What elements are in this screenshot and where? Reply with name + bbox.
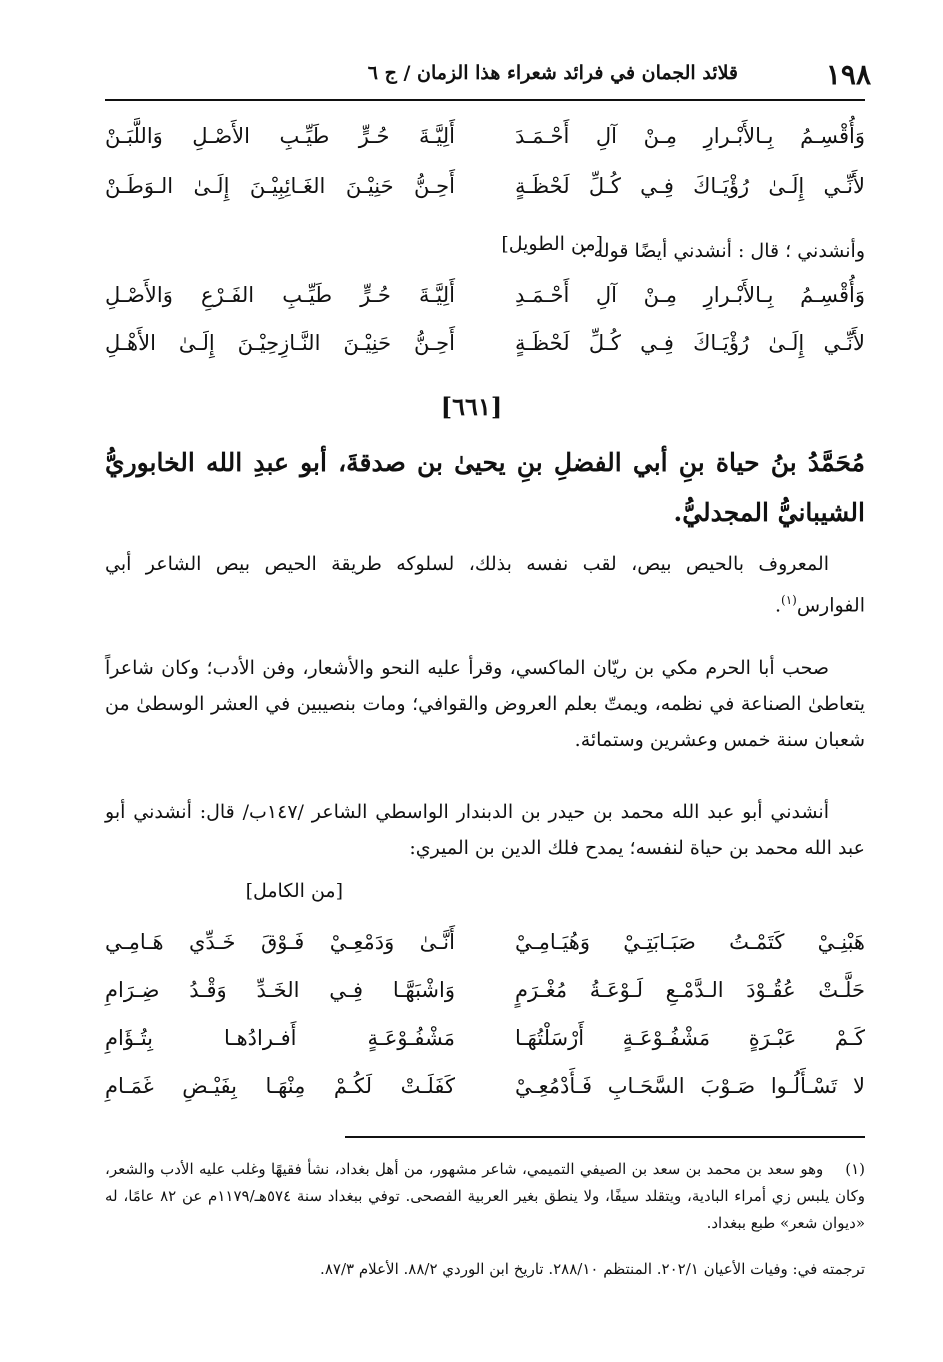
verse-second-hemistich: أَحِـنُّ حَنِيْـنَ الغَـائِبِيْـنَ إِلَـىٰ الـوَطَـنْ bbox=[105, 174, 455, 198]
verse-first-hemistich: لأَنِّـي إِلَـىٰ رُؤْيَـاكَ فِـي كُـلِّ لَحْظَـةٍ bbox=[515, 331, 865, 355]
footnote-references: ترجمته في: وفيات الأعيان ٢٠٢/١. المنتظم ٢٨٨/١٠. تاريخ ابن الوردي ٨٨/٢. الأعلام ٨٧/٣. bbox=[320, 1260, 865, 1278]
poem2-verse-2 bbox=[105, 331, 865, 383]
verse-second-hemistich: أَلِيَّـةَ حُـرٍّ طَيِّـبِ الأَصْـلِ وَاللَّبَـنْ bbox=[105, 124, 455, 148]
poem3-verse-1 bbox=[105, 930, 865, 982]
poem3-verse-3 bbox=[105, 1026, 865, 1078]
verse-first-hemistich: كَـمْ عَبْـرَةٍ مَشْفُـوْعَـةٍ أَرْسَلْتُهَـا bbox=[515, 1026, 865, 1050]
verse-second-hemistich: أَنَّـىٰ وَدَمْعِـيْ فَـوْقَ خَـدِّي هَـامِـي bbox=[105, 930, 455, 954]
verse-first-hemistich: هَبْنِـيْ كَتَمْـتُ صَبَـابَتِـيْ وَهُيَـامِـيْ bbox=[515, 930, 865, 954]
poem3-meter: [من الكامل] bbox=[245, 880, 343, 902]
verse-first-hemistich: وَأُقْسِـمُ بِـالأَبْـرارِ مِـنْ آلِ أَحْـمَـدِ bbox=[515, 283, 865, 307]
footnote-text: وهو سعد بن محمد بن سعد بن الصيفي التميمي، شاعر مشهور، من أهل بغداد، نشأ فقيهًا وغلب عليه الأدب والشعر، وكان يلبس زي أمراء البادية، ويتقلد سيفًا، ولا ينطق بغير العربية الفصحى. توفي ببغداد سنة ٥٧٤هـ/١١٧٩م عن ٨٢ عامًا، له «ديوان شعر» طبع ببغداد. bbox=[105, 1160, 865, 1232]
footnote-1 bbox=[105, 1156, 865, 1237]
poem3-verse-2 bbox=[105, 978, 865, 1030]
page-number: ١٩٨ bbox=[825, 58, 871, 91]
paragraph-3: أنشدني أبو عبد الله محمد بن حيدر بن الدبندار الواسطي الشاعر /١٤٧ب/ قال: أنشدني أبو عبد الله محمد بن حياة لنفسه؛ يمدح فلك الدين بن الميري: bbox=[105, 801, 865, 859]
entry-title: مُحَمَّدُ بنُ حياة بنِ أبي الفضلِ بنِ يحيىٰ بن صدقةَ، أبو عبدِ الله الخابوريُّ الشيبانيُّ المجدليُّ. bbox=[105, 448, 865, 527]
footnote-marker: (١) bbox=[845, 1160, 865, 1178]
poem3-verse-4 bbox=[105, 1074, 865, 1126]
poem1-verse-1 bbox=[105, 124, 865, 176]
paragraph-end: . bbox=[774, 594, 782, 617]
verse-second-hemistich: أَلِيَّـةَ حُـرٍّ طَيِّـبِ الفَـرْعِ وَالأَصْـلِ bbox=[105, 283, 455, 307]
verse-second-hemistich: مَشْفُـوْعَـةٍ أَفـرادُهـا بِتُـؤَامِ bbox=[105, 1026, 455, 1050]
poem2-verse-1 bbox=[105, 283, 865, 335]
verse-first-hemistich: وَأُقْسِـمُ بِـالأَبْـرارِ مِـنْ آلِ أَحْـمَـدَ bbox=[515, 124, 865, 148]
running-title: قلائد الجمان في فرائد شعراء هذا الزمان / ج ٦ bbox=[367, 62, 738, 84]
footnote-divider bbox=[345, 1136, 865, 1138]
verse-second-hemistich: كَفَلَـتْ لَكُـمْ مِنْهَـا بِفَيْـضِ غَمَـامِ bbox=[105, 1074, 455, 1098]
poem1-verse-2 bbox=[105, 174, 865, 226]
entry-number: [٦٦١] bbox=[440, 392, 503, 421]
verse-first-hemistich: لا تَسْـأَلُـوا صَـوْبَ السَّحَـابِ فَـأَدْمُعِـيْ bbox=[515, 1074, 865, 1098]
poem2-meter: [من الطويل] bbox=[501, 233, 603, 255]
verse-second-hemistich: وَاشْبَهَّـا فِـي الخَـدِّ وَقْـدُ ضِـرَامِ bbox=[105, 978, 455, 1002]
verse-second-hemistich: أَحِـنُّ حَنِيْـنَ النَّـازِحِيْـنَ إِلَـىٰ الأَهْـلِ bbox=[105, 331, 455, 355]
paragraph-2: صحب أبا الحرم مكي بن ريّان الماكسي، وقرأ عليه النحو والأشعار، وفن الأدب؛ وكان شاعراً يتعاطىٰ الصناعة في نظمه، ويمتّ بعلم العروض والقوافي؛ ومات بنصيبين في العشر الوسطىٰ من شعبان سنة خمس وعشرين وستمائة. bbox=[105, 657, 865, 751]
paragraph-text: المعروف بالحيص بيص، لقب نفسه بذلك، لسلوكه طريقة الحيص بيص الشاعر أبي الفوارس bbox=[105, 553, 865, 617]
verse-first-hemistich: حَلَّـتْ عُقُـوْدَ الـدَّمْـعِ لَـوْعَـةُ مُغْـرَمٍ bbox=[515, 978, 865, 1002]
poem2-intro: وأنشدني ؛ قال : أنشدني أيضًا قوله : bbox=[581, 240, 865, 262]
footnote-reference: (١) bbox=[781, 593, 797, 607]
header-divider bbox=[105, 99, 865, 101]
verse-first-hemistich: لأَنِّـي إِلَـىٰ رُؤْيَـاكَ فِـي كُـلِّ لَحْظَـةٍ bbox=[515, 174, 865, 198]
paragraph-1 bbox=[105, 546, 865, 623]
